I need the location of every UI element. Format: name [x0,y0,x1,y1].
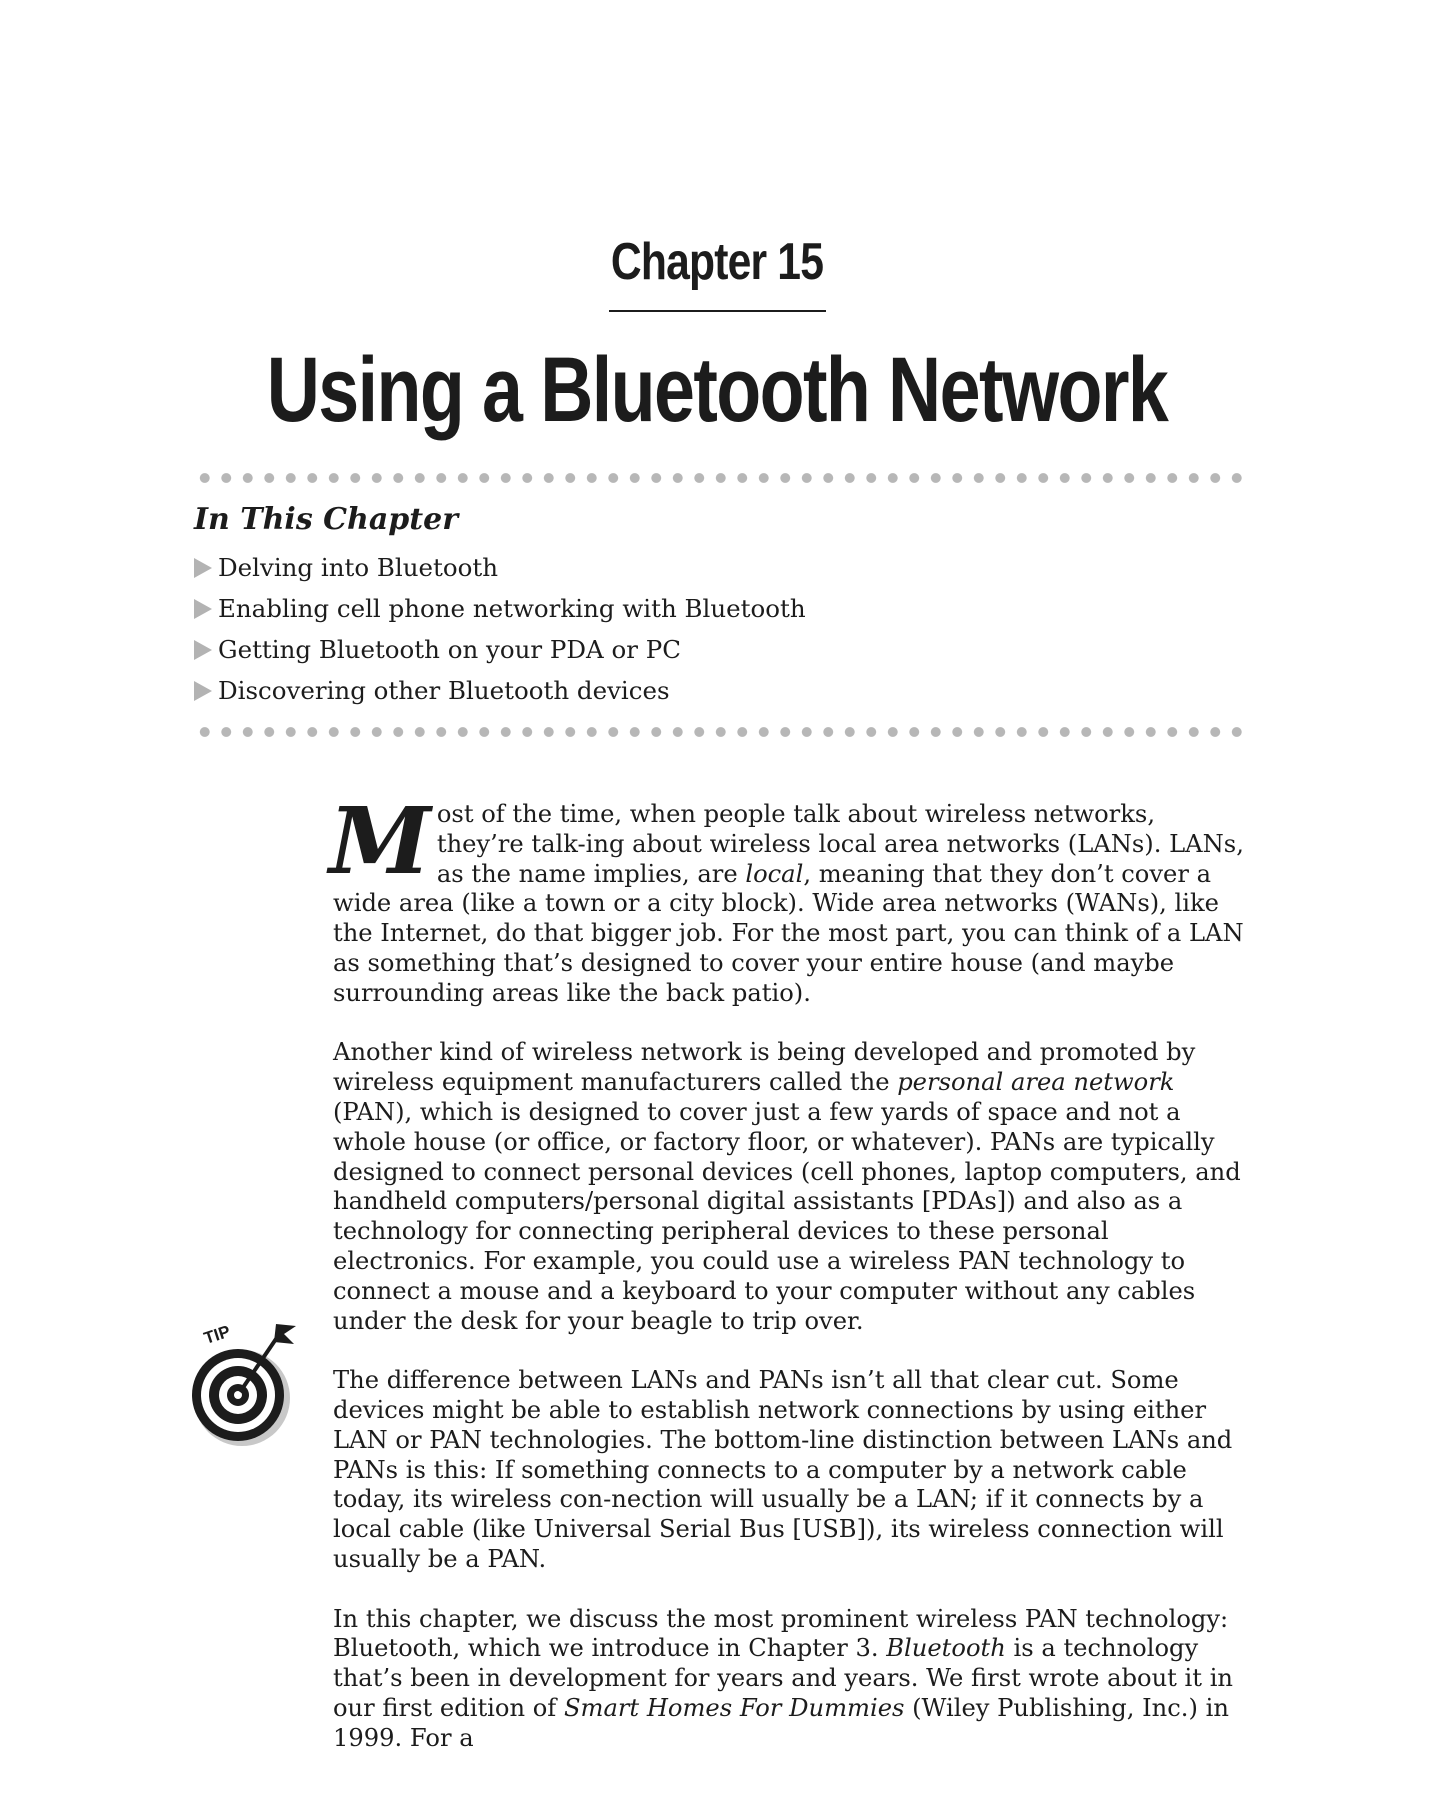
triangle-bullet-icon [194,599,212,619]
list-item [194,547,806,588]
list-item [194,670,806,711]
chapter-rule [609,310,826,312]
tip-target-icon [190,1312,300,1452]
paragraph-tip: The difference between LANs and PANs isn’t all that clear cut. Some devices might be able to establish network connections by using either LAN or PAN technologies. The bottom-line distinction between LANs and PANs is this: If something connects to a computer by a network cable today, its wireless con-nection will usually be a LAN; if it connects by a local cable (like Universal Serial Bus [USB]), its wireless connection will usually be a PAN. [333,1366,1233,1573]
chapter-title: Using a Bluetooth Network [266,339,1168,441]
paragraph-intro: Most of the time, when people talk about wireless networks, they’re talk-ing about wireless local area networks (LANs). LANs, as the name implies, are local, meaning that they don’t cover a wide area (like a town or a city block). Wide area networks (WANs), like the Internet, do that bigger job. For the most part, you can think of a LAN as something that’s designed to cover your entire house (and maybe surrounding areas like the back patio). [329,787,1244,1007]
list-item [194,588,806,629]
dotted-divider-top [194,473,1244,483]
paragraph-pan: Another kind of wireless network is being developed and promoted by wireless equipment manufacturers called the personal area network (PAN), which is designed to cover just a few yards of space and not a whole house (or office, or factory floor, or whatever). PANs are typically designed to connect personal devices (cell phones, laptop computers, and handheld computers/personal digital assistants [PDAs]) and also as a technology for connecting peripheral devices to these personal electronics. For example, you could use a wireless PAN technology to connect a mouse and a keyboard to your computer without any cables under the desk for your beagle to trip over. [333,1038,1241,1335]
in-this-chapter-list [194,547,806,711]
dotted-divider-bottom [194,727,1244,737]
triangle-bullet-icon [194,558,212,578]
triangle-bullet-icon [194,681,212,701]
drop-cap: M [329,787,431,895]
body-text [329,787,1248,1783]
in-this-chapter-heading: In This Chapter [194,502,459,537]
list-item-text: Discovering other Bluetooth devices [218,676,670,705]
list-item-text: Delving into Bluetooth [218,553,498,582]
triangle-bullet-icon [194,640,212,660]
list-item-text: Getting Bluetooth on your PDA or PC [218,635,681,664]
list-item [194,629,806,670]
list-item-text: Enabling cell phone networking with Bluetooth [218,594,806,623]
chapter-label: Chapter 15 [610,233,824,291]
tip-label: TIP [201,1321,233,1348]
paragraph-chapter-overview: In this chapter, we discuss the most prominent wireless PAN technology: Bluetooth, which we introduce in Chapter 3. Bluetooth is a technology that’s been in development for years and years. We first wrote about it in our first edition of Smart Homes For Dummies (Wiley Publishing, Inc.) in 1999. For a [333,1604,1234,1752]
